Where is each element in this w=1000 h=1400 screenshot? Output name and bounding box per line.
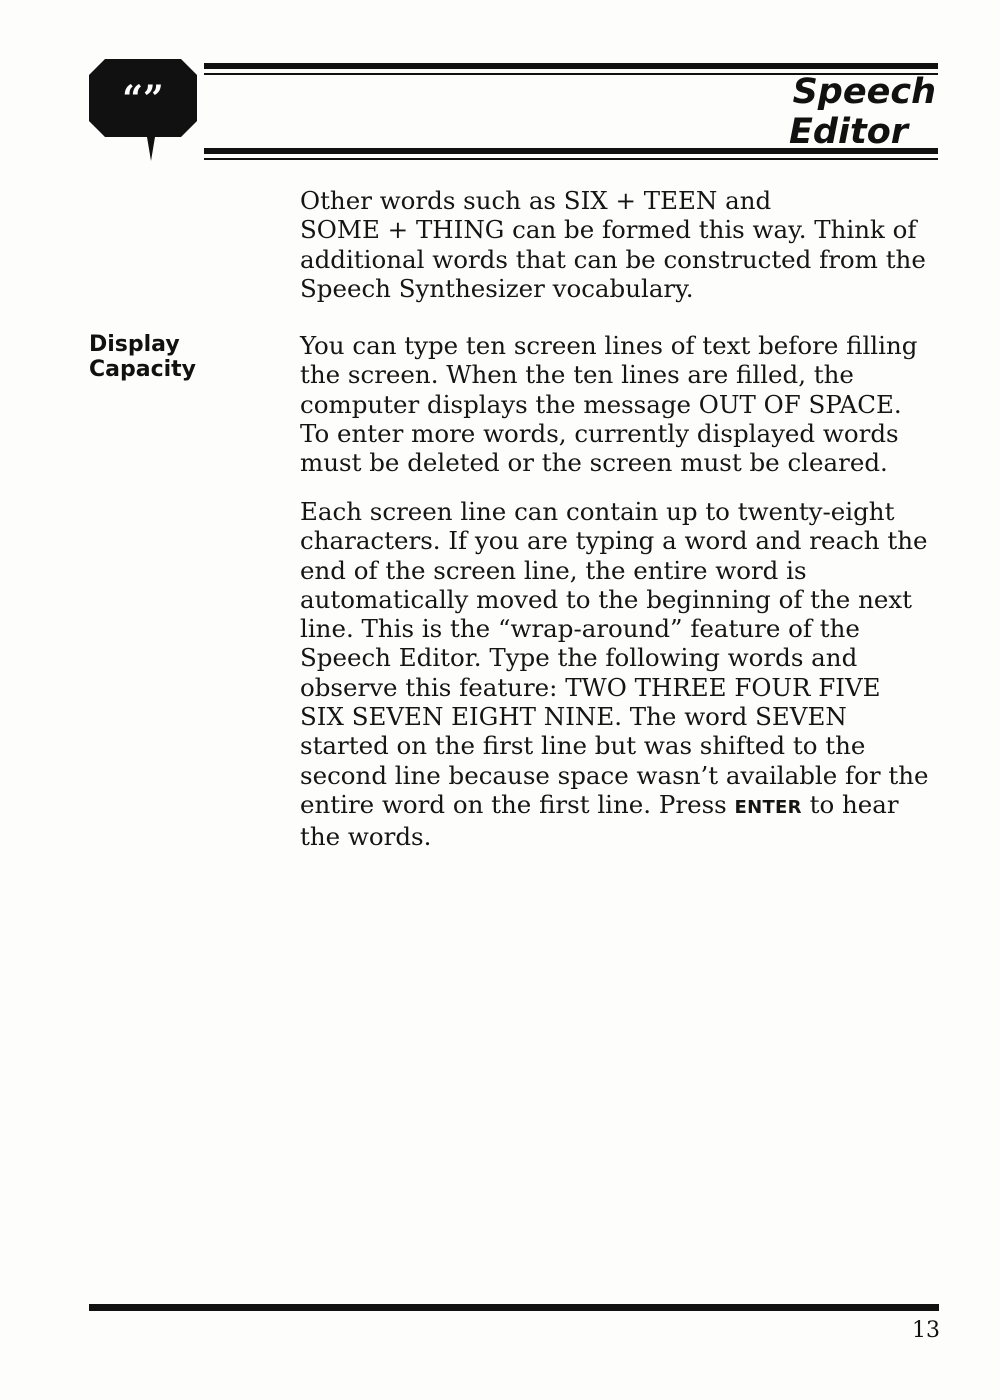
- text-line: characters. If you are typing a word and reach the: [300, 526, 928, 556]
- page-number: 13: [912, 1318, 940, 1343]
- text-line: end of the screen line, the entire word is: [300, 555, 807, 585]
- text-segment: to hear: [801, 789, 899, 819]
- speech-bubble-quotes-icon: [89, 59, 197, 163]
- text-line: automatically moved to the beginning of the next: [300, 584, 913, 614]
- text-segment: entire word on the first line. Press: [300, 789, 735, 819]
- footer-rule: [89, 1304, 939, 1311]
- side-heading-line2: Capacity: [89, 357, 197, 382]
- side-heading-display-capacity: [89, 332, 269, 382]
- paragraph-compound-words: [300, 186, 940, 303]
- text-line: the words.: [300, 822, 432, 852]
- text-line-with-key: [300, 790, 940, 822]
- header-rule-bottom-thin: [204, 158, 938, 160]
- text-line: must be deleted or the screen must be cleared.: [300, 448, 888, 478]
- text-line: SOME + THING can be formed this way. Think of: [300, 215, 917, 245]
- logo-quotes-text: “”: [122, 78, 164, 120]
- section-title-line1: Speech: [792, 72, 936, 112]
- text-line: second line because space wasn’t available for the: [300, 760, 929, 790]
- text-line: Other words such as SIX + TEEN and: [300, 186, 772, 215]
- section-title: [636, 72, 936, 152]
- enter-key-label: ENTER: [734, 796, 802, 818]
- text-line: You can type ten screen lines of text before filling: [300, 331, 918, 360]
- paragraph-display-capacity: [300, 331, 940, 477]
- text-line: Each screen line can contain up to twenty-eight: [300, 497, 895, 526]
- side-heading-line1: Display: [89, 332, 180, 357]
- text-line: Speech Synthesizer vocabulary.: [300, 273, 694, 303]
- section-title-line2: Editor: [789, 112, 908, 152]
- paragraph-wrap-around: [300, 497, 940, 852]
- text-line: line. This is the “wrap-around” feature of the: [300, 614, 860, 644]
- text-line: the screen. When the ten lines are filled, the: [300, 360, 854, 390]
- text-line: observe this feature: TWO THREE FOUR FIVE: [300, 672, 881, 702]
- header-rule-top-thick: [204, 63, 938, 69]
- text-line: computer displays the message OUT OF SPACE.: [300, 389, 902, 419]
- text-line: started on the first line but was shifted to the: [300, 731, 866, 761]
- text-line: Speech Editor. Type the following words and: [300, 643, 858, 673]
- text-line: SIX SEVEN EIGHT NINE. The word SEVEN: [300, 702, 847, 732]
- text-line: To enter more words, currently displayed words: [300, 418, 899, 448]
- text-line: additional words that can be constructed from the: [300, 244, 926, 274]
